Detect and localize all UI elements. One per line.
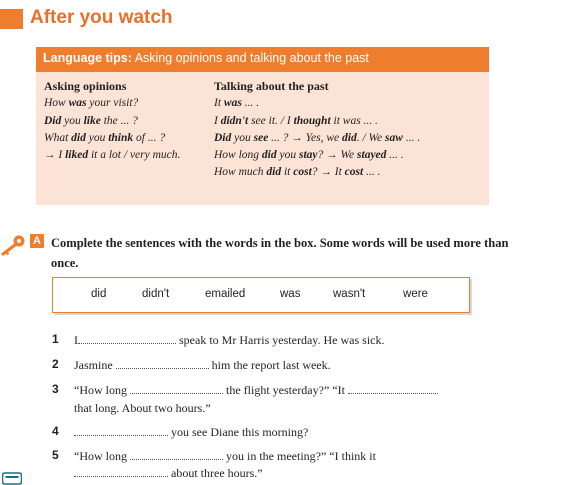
- key-word: Did: [44, 114, 62, 127]
- column-heading: Talking about the past: [214, 79, 329, 93]
- example-text: What: [44, 131, 72, 144]
- answer-blank[interactable]: [130, 448, 223, 460]
- example-text: ... .: [402, 131, 421, 144]
- key-word: think: [108, 131, 134, 144]
- question-4: you see Diane this morning?: [74, 424, 308, 440]
- example-line: [44, 147, 180, 164]
- example-text: I: [214, 114, 221, 127]
- key-word: did: [71, 131, 86, 144]
- answer-blank[interactable]: [348, 382, 438, 394]
- example-line: [214, 95, 420, 112]
- example-line: [44, 95, 180, 112]
- example-line: [214, 130, 420, 147]
- question-5: “How long you in the meeting?” “I think it: [74, 449, 376, 463]
- example-text: ... ? → Yes, we: [268, 131, 342, 144]
- example-line: [44, 130, 180, 147]
- answer-blank[interactable]: [74, 424, 168, 436]
- example-text: the ... ?: [100, 114, 138, 127]
- key-word: stayed: [357, 149, 387, 162]
- example-text: How: [44, 97, 69, 110]
- exercise-badge: A: [30, 234, 44, 248]
- key-word: like: [83, 114, 101, 127]
- example-text: your visit?: [86, 97, 139, 110]
- key-word: did: [342, 131, 357, 144]
- key-word: Did: [214, 131, 232, 144]
- word-option: didn't: [142, 288, 170, 300]
- example-text: you: [231, 131, 254, 144]
- key-icon: [0, 234, 26, 256]
- example-text: → I: [44, 149, 66, 162]
- language-tips-header: [36, 47, 489, 72]
- answer-blank[interactable]: [116, 357, 209, 369]
- word-option: wasn't: [333, 288, 366, 300]
- key-word: see: [253, 131, 269, 144]
- cd-icon: [2, 472, 22, 485]
- question-number: 3: [52, 382, 59, 396]
- example-text: it a lot / very much.: [88, 149, 181, 162]
- example-line: [214, 164, 420, 181]
- example-text: It: [214, 97, 224, 110]
- question-number: 2: [52, 357, 59, 371]
- language-tips-topic: Asking opinions and talking about the past: [131, 51, 369, 65]
- key-word: did: [266, 166, 282, 179]
- example-text: you: [276, 149, 299, 162]
- key-word: was: [68, 97, 87, 110]
- key-word: did: [261, 149, 277, 162]
- example-line: [214, 113, 420, 130]
- exercise-instruction: Complete the sentences with the words in the box. Some words will be used more than once.: [51, 236, 509, 270]
- key-word: didn't: [220, 114, 249, 127]
- key-word: saw: [385, 131, 403, 144]
- answer-blank[interactable]: [74, 465, 168, 477]
- example-text: you: [61, 114, 84, 127]
- key-word: cost: [344, 166, 364, 179]
- language-tips-box: [36, 47, 489, 205]
- example-text: of ... ?: [133, 131, 166, 144]
- section-title: After you watch: [30, 7, 173, 28]
- example-text: ? → We: [317, 149, 358, 162]
- question-1: I speak to Mr Harris yesterday. He was sick.: [74, 333, 385, 347]
- answer-blank[interactable]: [130, 382, 223, 394]
- example-text: ? → It: [311, 166, 345, 179]
- question-5-continued: about three hours.”: [74, 465, 263, 481]
- question-3: “How long the flight yesterday?” “It: [74, 382, 438, 398]
- language-tips-label: Language tips:: [43, 51, 132, 65]
- word-option: emailed: [205, 288, 246, 300]
- word-option: did: [91, 288, 107, 300]
- example-text: you: [85, 131, 109, 144]
- example-line: [214, 147, 420, 164]
- talking-past-column: [214, 78, 420, 182]
- example-text: it: [281, 166, 294, 179]
- asking-opinions-column: [44, 78, 180, 164]
- question-number: 1: [52, 332, 59, 346]
- example-text: ... .: [363, 166, 381, 179]
- question-2: Jasmine him the report last week.: [74, 358, 331, 372]
- word-box: [52, 277, 470, 313]
- key-word: stay: [298, 149, 318, 162]
- key-word: liked: [65, 149, 89, 162]
- example-text: ... .: [241, 97, 260, 110]
- example-text: it was ... .: [330, 114, 378, 127]
- word-option: was: [280, 288, 301, 300]
- column-heading: Asking opinions: [44, 79, 127, 93]
- key-word: thought: [293, 114, 331, 127]
- example-text: How much: [214, 166, 267, 179]
- example-text: ... .: [386, 149, 404, 162]
- answer-blank[interactable]: [78, 332, 176, 344]
- question-number: 4: [52, 424, 59, 438]
- key-word: cost: [293, 166, 312, 179]
- example-line: [44, 113, 180, 130]
- question-number: 5: [52, 448, 59, 462]
- word-option: were: [403, 288, 428, 300]
- question-3-continued: that long. About two hours.”: [74, 401, 211, 415]
- example-text: . / We: [356, 131, 386, 144]
- example-lines: [44, 95, 180, 164]
- key-word: was: [223, 97, 242, 110]
- example-text: see it. / I: [248, 114, 294, 127]
- example-text: How long: [214, 149, 262, 162]
- section-marker: [0, 9, 23, 29]
- example-lines: [214, 95, 420, 181]
